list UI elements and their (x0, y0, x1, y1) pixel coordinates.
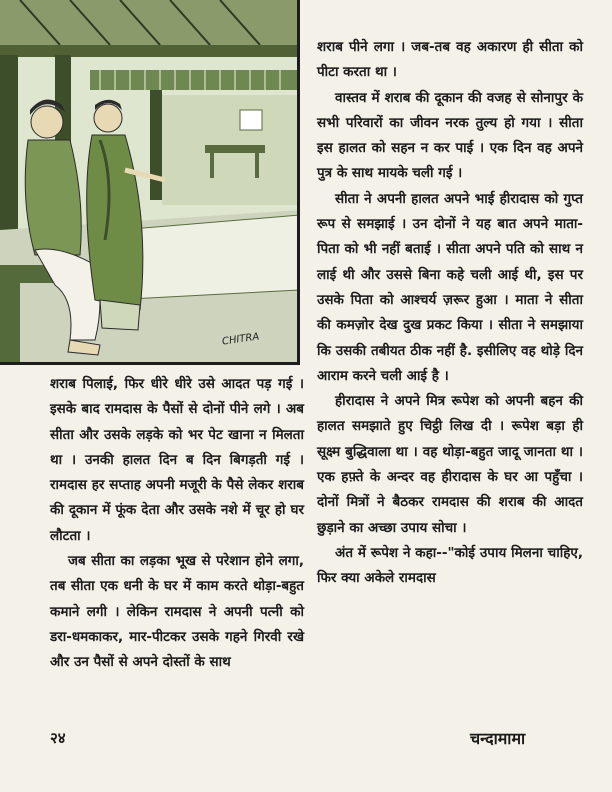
left-paragraph-1: शराब पिलाई, फिर धीरे धीरे उसे आदत पड़ गई । इसके बाद रामदास के पैसों से दोनों पीने लगे । अब सीता और उसके लड़के को भर पेट खाना न मिलता था । उनकी हालत दिन ब दिन बिगड़ती गई । रामदास हर सप्ताह अपनी मजूरी के पैसे लेकर शराब की दूकान में फूंक देता और उसके नशे में चूर हो घर लौटता । (50, 376, 304, 544)
magazine-name: चन्दामामा (470, 729, 526, 748)
page-number: २४ (50, 729, 66, 747)
right-column (317, 35, 583, 592)
right-paragraph-1: शराब पीने लगा । जब-तब वह अकारण ही सीता को पीटा करता था । (317, 39, 583, 81)
left-paragraph-2: जब सीता का लड़का भूख से परेशान होने लगा, तब सीता एक धनी के घर में काम करते थोड़ा-बहुत कमाने लगी । लेकिन रामदास ने अपनी पत्नी को डरा-धमकाकर, मार-पीटकर उसके गहने गिरवी रखे और उन पैसों से अपने दोस्तों के साथ (50, 553, 304, 671)
right-paragraph-4: हीरादास ने अपने मित्र रूपेश को अपनी बहन की हालत समझाते हुए चिट्ठी लिख दी । रूपेश बड़ा ही सूक्ष्म बुद्धिवाला था । वह थोड़ा-बहुत जादू जानता था । एक हफ़्ते के अन्दर वह हीरादास के घर आ पहुँचा । दोनों मित्रों ने बैठकर रामदास की शराब की आदत छुड़ाने का अच्छा उपाय सोचा । (317, 393, 583, 536)
illustrator-signature: CHITRA (221, 331, 260, 348)
right-paragraph-2: वास्तव में शराब की दूकान की वजह से सोनापुर के सभी परिवारों का जीवन नरक तुल्य हो गया । सीता इस हालत को सहन न कर पाई । एक दिन वह अपने पुत्र के साथ मायके चली गई । (317, 89, 583, 182)
right-paragraph-5: अंत में रूपेश ने कहा--"कोई उपाय मिलना चाहिए, फिर क्या अकेले रामदास (317, 544, 583, 587)
right-paragraph-3: सीता ने अपनी हालत अपने भाई हीरादास को गुप्त रूप से समझाई । उन दोनों ने यह बात अपने माता-पिता को भी नहीं बताई । सीता अपने पति को साथ न लाई थी और उससे बिना कहे चली आई थी, इस पर उसके पिता को आश्चर्य ज़रूर हुआ । माता ने सीता की कमज़ोर देख दुख प्रकट किया । सीता ने समझाया कि उसकी तबीयत ठीक नहीं है. इसीलिए वह थोड़े दिन आराम करने चली आई है । (317, 190, 583, 384)
left-column (50, 372, 304, 676)
couple-in-house-illustration-icon (0, 0, 300, 365)
story-illustration (0, 0, 300, 365)
